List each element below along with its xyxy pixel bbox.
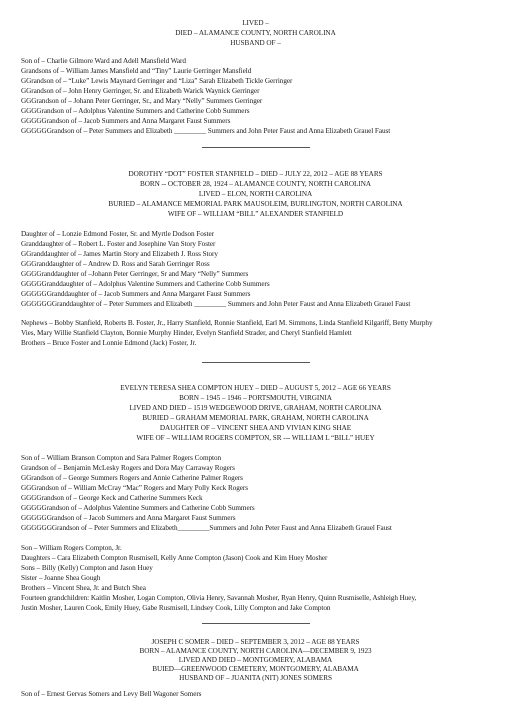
entry-1-header-lived: LIVED – [242, 19, 269, 27]
lineage-line: GGGrandson of – Johann Peter Gerringer, Sr., and Mary “Nelly” Summers Gerringer [21, 97, 263, 105]
lineage-line: GGGGGGrandson of – Jacob Summers and Anna Margaret Faust Summers [21, 514, 236, 522]
lineage-line: Grandson of – Benjamin McLesky Rogers and Dora May Carraway Rogers [21, 464, 235, 472]
entry-3-header-buried: BURIED – GRAHAM MEMORIAL PARK, GRAHAM, NORTH CAROLINA [142, 414, 369, 422]
lineage-line: GGGGGranddaughter of – Adolphus Valentine Summers and Catherine Cobb Summers [21, 280, 270, 288]
section-divider [202, 147, 310, 148]
lineage-line: Grandsons of – William James Mansfield and “Tiny” Laurie Gerringer Mansfield [21, 67, 252, 75]
lineage-line: GGGGGGGrandson of – Peter Summers and Elizabeth_________Summers and John Peter Faust and Anna Elizabeth Grauel Faust [21, 524, 392, 532]
section-divider [202, 362, 310, 363]
lineage-line: GGGGGGrandson of – Peter Summers and Elizabeth _________ Summers and John Peter Faust and Anna Elizabeth Grauel Faust [21, 127, 391, 135]
nephews-line: Vies, Mary Willie Stanfield Clayton, Bonnie Murphy Hinder, Evelyn Stanfield Strader, and Cheryl Stanfield Hamlett [21, 329, 352, 337]
entry-4-header-husband: HUSBAND OF – JUANITA (NIT) JONES SOMERS [179, 674, 332, 682]
lineage-line: GGrandson of – George Summers Rogers and Annie Catherine Palmer Rogers [21, 474, 243, 482]
section-divider [202, 623, 310, 624]
entry-3-header-wife: WIFE OF – WILLIAM ROGERS COMPTON, SR --- WILLIAM L “BILL” HUEY [136, 434, 375, 442]
entry-2-header-wife: WIFE OF – WILLIAM “BILL” ALEXANDER STANFIELD [167, 210, 344, 218]
entry-2-header-buried: BURIED – ALAMANCE MEMORIAL PARK MAUSOLEIM, BURLINGTON, NORTH CAROLINA [108, 200, 403, 208]
entry-4-header-born: BORN – ALAMANCE COUNTY, NORTH CAROLINA—DECEMBER 9, 1923 [139, 647, 372, 655]
entry-1-header-died: DIED – ALAMANCE COUNTY, NORTH CAROLINA [175, 29, 336, 37]
lineage-line: GGGGrandson of – George Keck and Catherine Summers Keck [21, 494, 203, 502]
entry-3-header-lived: LIVED AND DIED – 1519 WEDGEWOOD DRIVE, GRAHAM, NORTH CAROLINA [129, 404, 382, 412]
nephews-line: Nephews – Bobby Stanfield, Roberts B. Foster, Jr., Harry Stanfield, Ronnie Stanfield, Earl M. Simmons, Linda Stanfield Kilgariff, Betty Murphy [21, 319, 433, 327]
entry-4-header-lived: LIVED AND DIED – MONTGOMERY, ALABAMA [178, 656, 333, 664]
lineage-line: Son of – Charlie Gilmore Ward and Adell Mansfield Ward [21, 57, 186, 65]
entry-4-header-buried: BUIED—GREENWOOD CEMETERY, MONTGOMERY, ALABAMA [152, 665, 359, 673]
family-line: Sons – Billy (Kelly) Compton and Jason Huey [21, 564, 153, 572]
lineage-line: GGGGGGGranddaughter of – Peter Summers and Elizabeth _________ Summers and John Peter Faust and Anna Elizabeth Grauel Faust [21, 300, 411, 308]
lineage-line: GGrandson of – John Henry Gerringer, Sr. and Elizabeth Warick Waynick Gerringer [21, 87, 260, 95]
lineage-line: GGrandson of – “Luke” Lewis Maynard Gerringer and “Liza” Sarah Elizabeth Tickle Gerringer [21, 77, 293, 85]
lineage-line: GGGGranddaughter of –Johann Peter Gerringer, Sr and Mary “Nelly” Summers [21, 270, 249, 278]
lineage-line: Granddaughter of – Robert L. Foster and Josephine Van Story Foster [21, 240, 216, 248]
entry-2-header-name: DOROTHY “DOT” FOSTER STANFIELD – DIED – JULY 22, 2012 – AGE 88 YEARS [128, 170, 383, 178]
family-line: Brothers – Vincent Shea, Jr. and Butch Shea [21, 584, 146, 592]
family-line: Son – William Rogers Compton, Jr. [21, 544, 122, 552]
lineage-line: Son of – Ernest Gervas Somers and Levy Bell Wagoner Somers [21, 690, 202, 698]
entry-4-header-name: JOSEPH C SOMER – DIED – SEPTEMBER 3, 2012 – AGE 88 YEARS [151, 638, 360, 646]
entry-1-header-husband: HUSBAND OF – [230, 39, 281, 47]
family-line: Sister – Joanne Shea Gough [21, 574, 101, 582]
brothers-line: Brothers – Bruce Foster and Lonnie Edmond (Jack) Foster, Jr. [21, 339, 197, 347]
lineage-line: Son of – William Branson Compton and Sara Palmer Rogers Compton [21, 454, 222, 462]
entry-3-header-born: BORN – 1945 – 1946 – PORTSMOUTH, VIRGINIA [179, 394, 332, 402]
lineage-line: GGGrandson of – William McCray “Mac” Rogers and Mary Polly Keck Rogers [21, 484, 249, 492]
entry-3-header-daughter: DAUGHTER OF – VINCENT SHEA AND VIVIAN KING SHAE [159, 424, 352, 432]
lineage-line: GGGGrandson of – Adolphus Valentine Summers and Catherine Cobb Summers [21, 107, 250, 115]
family-line: Daughters – Cara Elizabeth Compton Rusmisell, Kelly Anne Compton (Jason) Cook and Kim Huey Mosher [21, 554, 328, 562]
family-line: Justin Mosher, Lauren Cook, Emily Huey, Gabe Rusmisell, Lindsey Cook, Lilly Compton and Jake Compton [21, 604, 331, 612]
entry-3-header-name: EVELYN TERESA SHEA COMPTON HUEY – DIED – AUGUST 5, 2012 – AGE 66 YEARS [120, 384, 391, 392]
entry-2-header-lived: LIVED – ELON, NORTH CAROLINA [198, 190, 313, 198]
family-line: Fourteen grandchildren: Kaitlin Mosher, Logan Compton, Olivia Henry, Savannah Mosher, Ryan Henry, Quinn Rusmiselle, Ashleigh Huey, [21, 594, 417, 602]
lineage-line: GGranddaughter of – James Martin Story and Elizabeth J. Ross Story [21, 250, 218, 258]
entry-2-header-born: BORN -- OCTOBER 28, 1924 – ALAMANCE COUNTY, NORTH CAROLINA [139, 180, 371, 188]
lineage-line: Daughter of – Lonzie Edmond Foster, Sr. and Myrtle Dodson Foster [21, 230, 214, 238]
lineage-line: GGGGGrandson of – Adolphus Valentine Summers and Catherine Cobb Summers [21, 504, 255, 512]
lineage-line: GGGGGGranddaughter of – Jacob Summers and Anna Margaret Faust Summers [21, 290, 251, 298]
lineage-line: GGGGGrandson of – Jacob Summers and Anna Margaret Faust Summers [21, 117, 231, 125]
lineage-line: GGGranddaughter of – Andrew D. Ross and Sarah Gerringer Ross [21, 260, 210, 268]
